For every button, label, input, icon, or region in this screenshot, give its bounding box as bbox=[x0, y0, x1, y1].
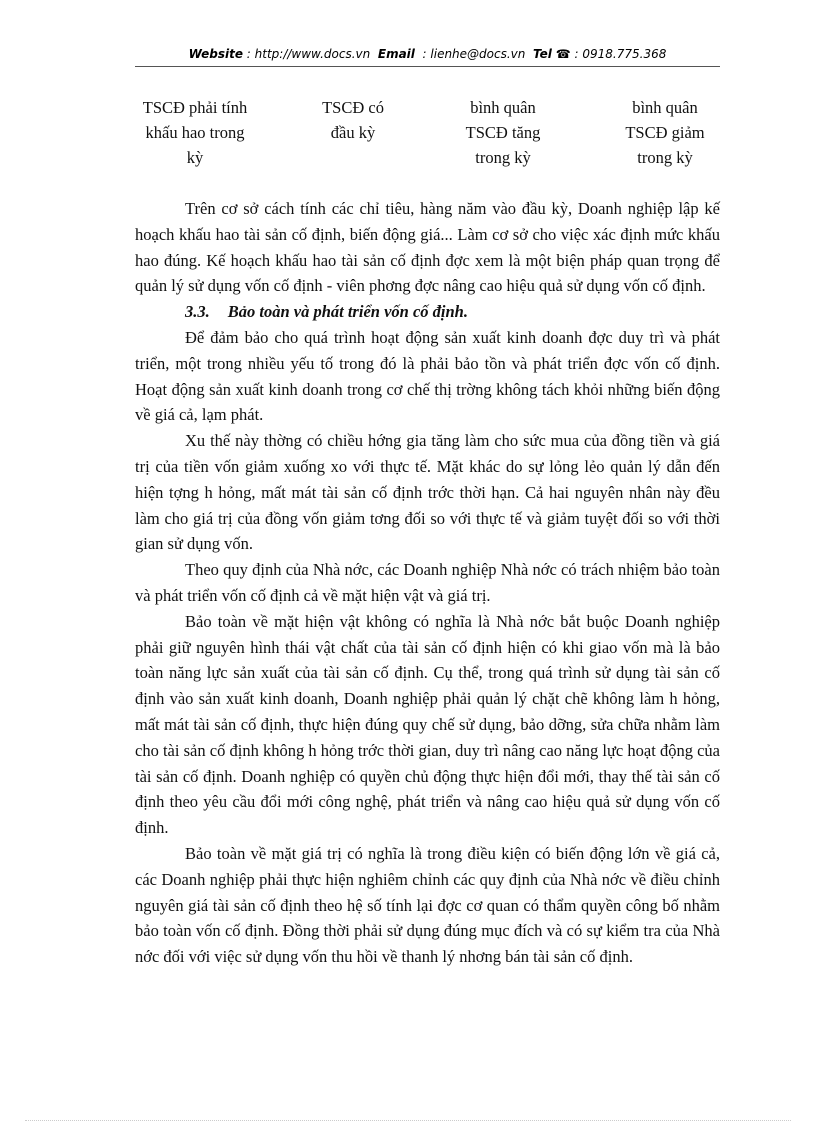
formula-line: TSCĐ phải tính bbox=[142, 98, 248, 117]
formula-line: khấu hao trong bbox=[145, 123, 245, 142]
email-label: Email bbox=[377, 47, 415, 61]
formula-term-increase bbox=[448, 95, 558, 170]
page-header bbox=[135, 47, 720, 61]
formula-line: đầu kỳ bbox=[330, 123, 376, 142]
paragraph: Bảo toàn về mặt hiện vật không có nghĩa là Nhà nớc bắt buộc Doanh nghiệp phải giữ nguyên hình thái vật chất của tài sản cố định hiện có khi giao vốn mà là bảo toàn năng lực sản xuất của tài sản cố định. Cụ thể, trong quá trình sử dụng tài sản cố định vào sản xuất kinh doanh, Doanh nghiệp phải quản lý chặt chẽ không làm h hỏng, mất mát tài sản cố định, thực hiện đúng quy chế sử dụng, bảo dỡng, sửa chữa nhằm làm cho tài sản cố định không h hỏng trớc thời gian, duy trì nâng cao năng lực hoạt động của tài sản cố định. Doanh nghiệp có quyền chủ động thực hiện đổi mới, thay thế tài sản cố định theo yêu cầu đổi mới công nghệ, phát triển và nâng cao hiệu quả sử dụng vốn cố định. bbox=[135, 611, 720, 838]
section-heading bbox=[135, 299, 720, 325]
website-value: : http://www.docs.vn bbox=[246, 47, 371, 61]
section-title: Bảo toàn và phát triển vốn cố định. bbox=[227, 302, 468, 322]
formula-line: bình quân bbox=[470, 98, 536, 117]
paragraph: Bảo toàn về mặt giá trị có nghĩa là trong điều kiện có biến động lớn về giá cả, các Doanh nghiệp phải thực hiện nghiêm chỉnh các quy định của Nhà nớc về điều chỉnh nguyên giá tài sản cố định theo hệ số tính lại đợc cơ quan có thẩm quyền công bố nhằm bảo toàn vốn cố định. Đồng thời phải sử dụng đúng mục đích và có sự kiểm tra của Nhà nớc đối với việc sử dụng vốn thu hồi về thanh lý nhơng bán tài sản cố định. bbox=[135, 843, 720, 967]
phone-icon: ☎ bbox=[555, 47, 571, 61]
paragraph: Theo quy định của Nhà nớc, các Doanh nghiệp Nhà nớc có trách nhiệm bảo toàn và phát triển vốn cố định cả về mặt hiện vật và giá trị. bbox=[135, 560, 720, 605]
header-divider bbox=[135, 66, 720, 67]
formula-line: bình quân bbox=[632, 98, 698, 117]
formula-line: TSCĐ giảm bbox=[625, 123, 705, 142]
email-value: : lienhe@docs.vn bbox=[422, 47, 526, 61]
formula-term-decrease bbox=[610, 95, 720, 170]
formula-line: trong kỳ bbox=[475, 148, 531, 167]
website-label: Website bbox=[188, 47, 243, 61]
formula-line: TSCĐ tăng bbox=[465, 123, 541, 142]
tel-value: : 0918.775.368 bbox=[574, 47, 667, 61]
formula-term-depreciable bbox=[132, 95, 258, 170]
tel-label: Tel bbox=[533, 47, 552, 61]
section-number: 3.3. bbox=[185, 302, 210, 322]
formula-line: TSCĐ có bbox=[322, 98, 384, 117]
paragraph: Xu thế này thờng có chiều hớng gia tăng làm cho sức mua của đồng tiền và giá trị của tiền vốn giảm xuống xo với thực tế. Mặt khác do sự lỏng lẻo quản lý dẫn đến hiện tợng h hỏng, mất mát tài sản cố định trớc thời hạn. Cả hai nguyên nhân này đều làm cho giá trị của đồng vốn giảm tơng đối so với thực tế và giảm tuyệt đối so với thời gian sử dụng vốn. bbox=[135, 431, 720, 554]
paragraph: Trên cơ sở cách tính các chỉ tiêu, hàng năm vào đầu kỳ, Doanh nghiệp lập kế hoạch khấu hao tài sản cố định, biến động giá... Làm cơ sở cho việc xác định mức khấu hao đúng. Kế hoạch khấu hao tài sản cố định đợc xem là một biện pháp quan trọng để quản lý sử dụng vốn cố định - viên phơng đợc nâng cao hiệu quả sử dụng vốn cố định. bbox=[135, 199, 720, 296]
page-bottom-border bbox=[25, 1120, 791, 1121]
body-text bbox=[135, 196, 720, 970]
formula-line: trong kỳ bbox=[637, 148, 693, 167]
formula-term-opening bbox=[308, 95, 398, 145]
paragraph: Để đảm bảo cho quá trình hoạt động sản xuất kinh doanh đợc duy trì và phát triển, một trong nhiều yếu tố trong đó là phải bảo tồn và phát triển đợc vốn cố định. Hoạt động sản xuất kinh doanh trong cơ chế thị trờng không tách khỏi những biến động về giá cả, lạm phát. bbox=[135, 327, 720, 425]
formula-line: kỳ bbox=[186, 148, 204, 167]
